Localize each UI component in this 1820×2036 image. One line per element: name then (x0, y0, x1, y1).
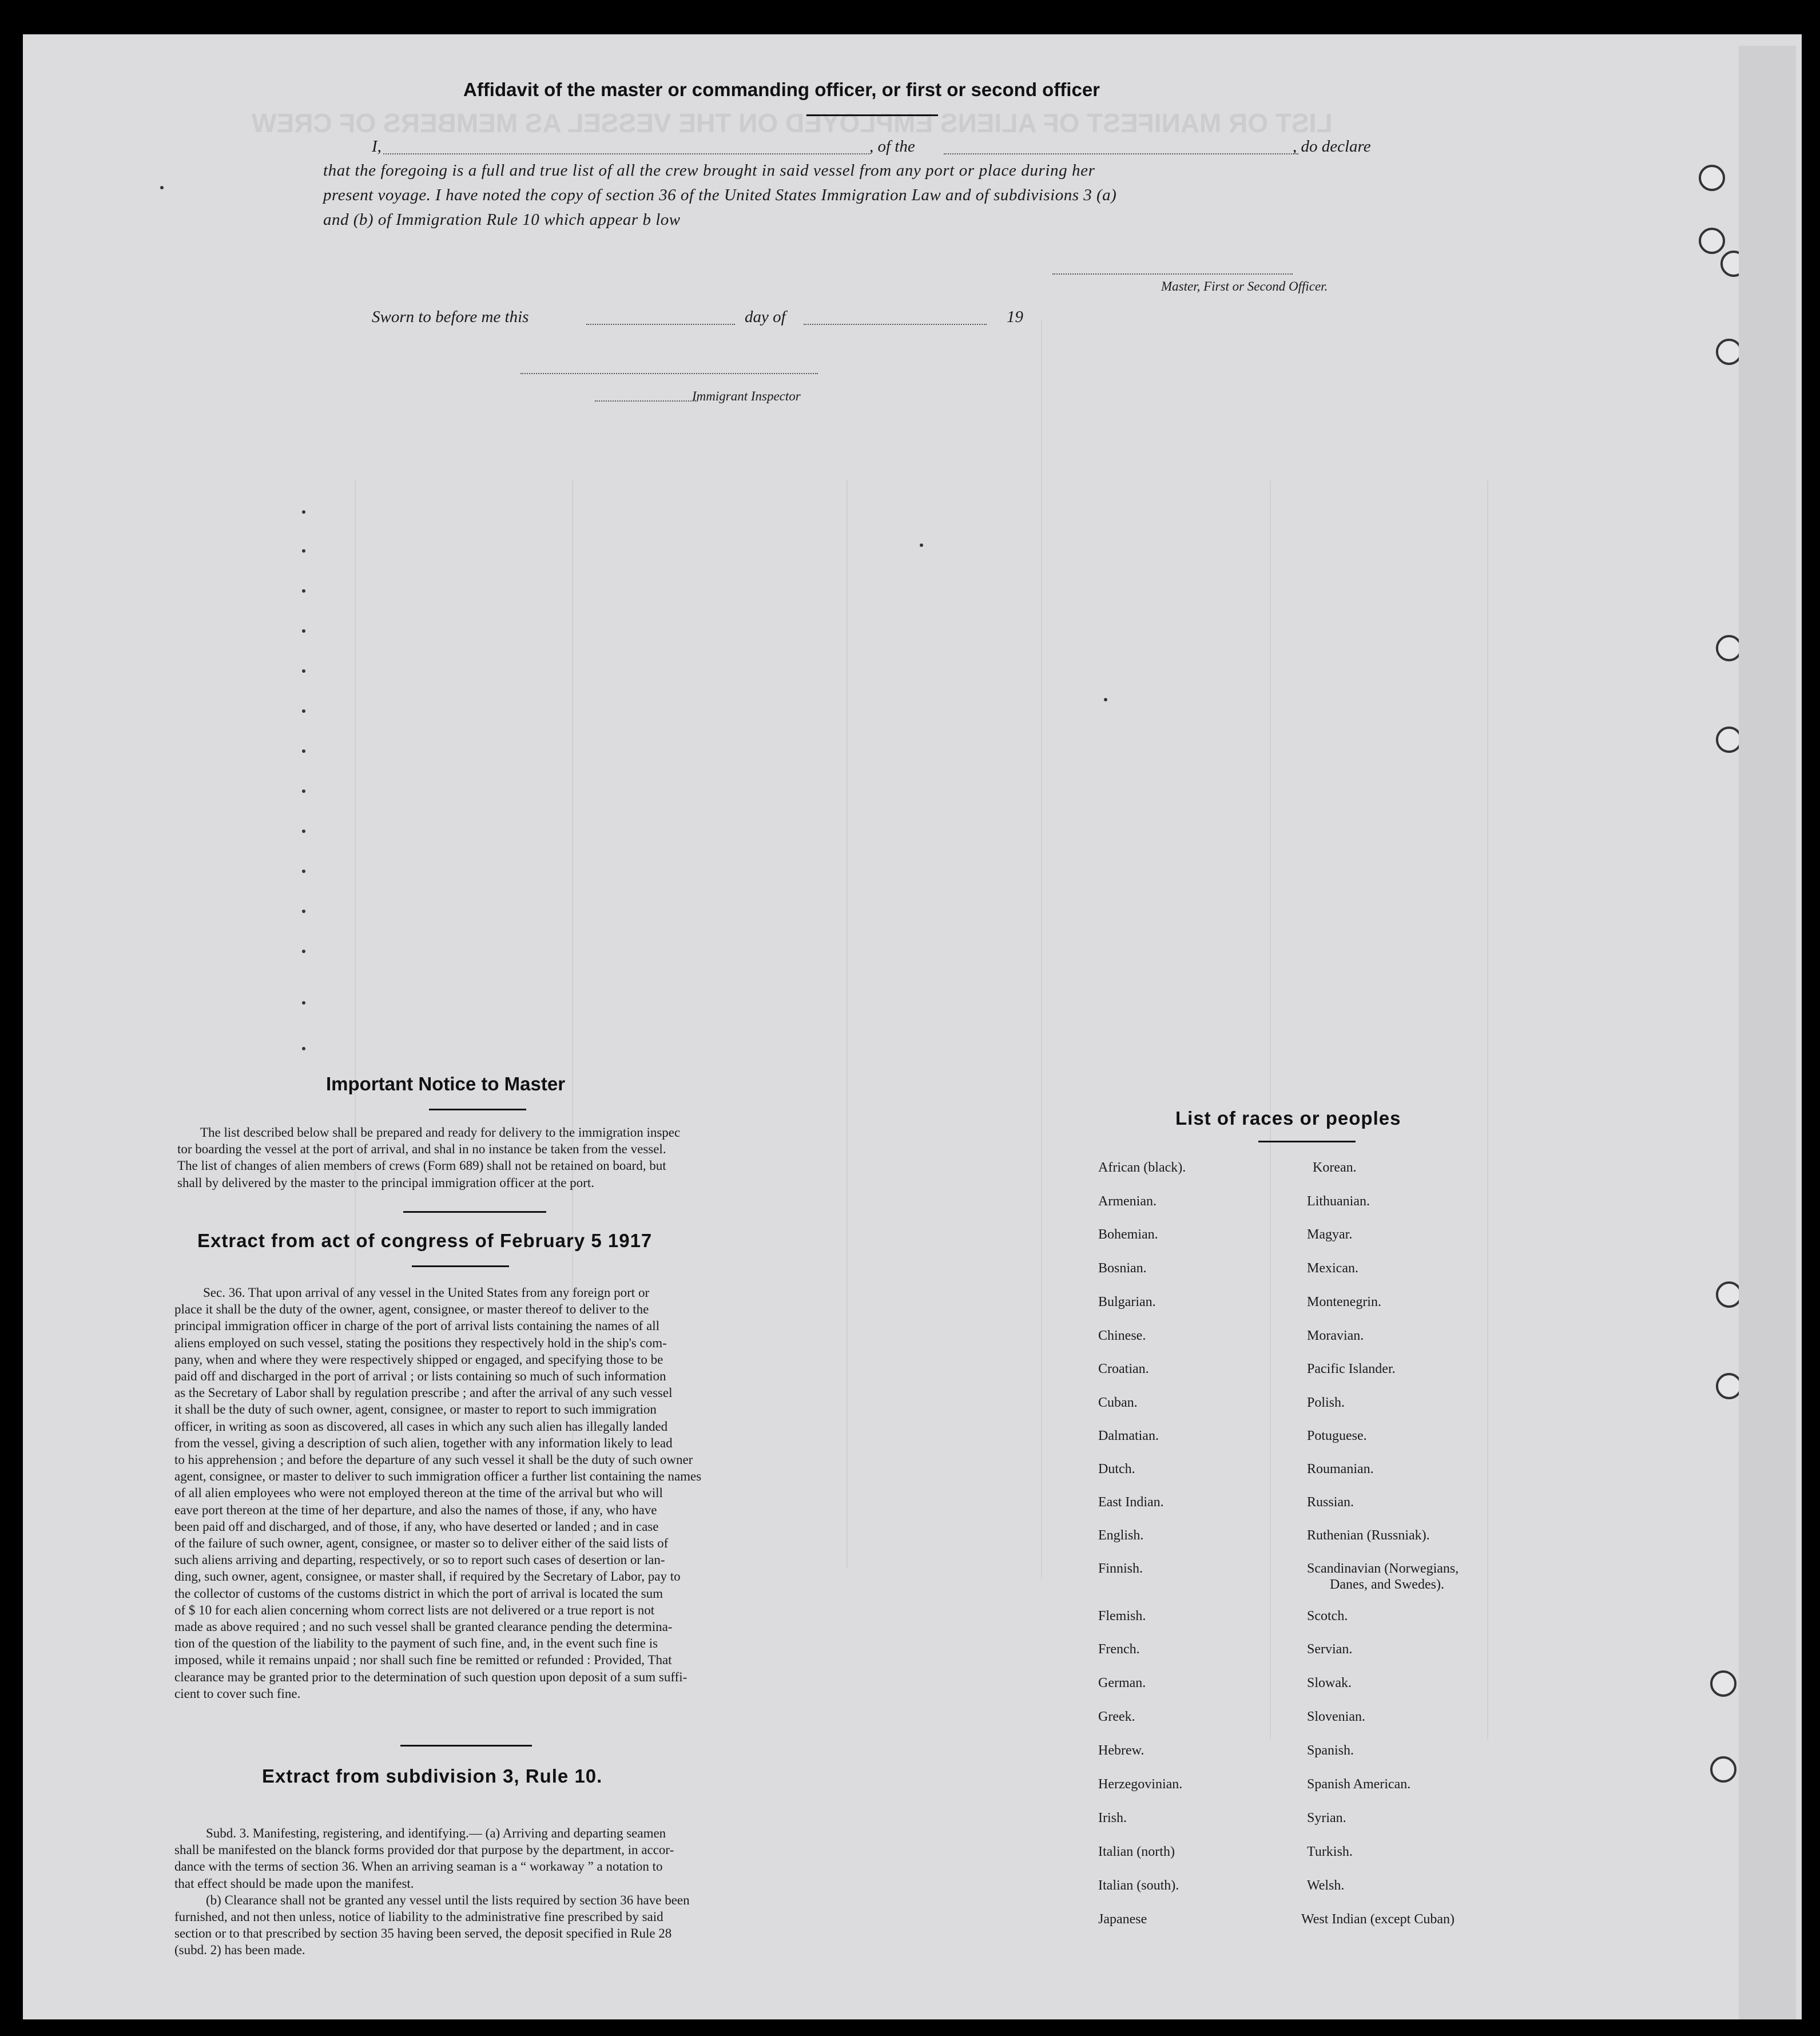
race-item: Bulgarian. (1098, 1295, 1156, 1309)
extract-act-line: of the failure of such owner, agent, consignee, or master so to deliver either of the said lists of (174, 1536, 669, 1551)
punch-hole-icon (1710, 1756, 1736, 1783)
race-item: Dutch. (1098, 1462, 1135, 1477)
extract-rule-line: (subd. 2) has been made. (174, 1943, 305, 1958)
extract-act-line: such aliens arriving and departing, respectively, or so to report such cases of desertion or lan- (174, 1553, 665, 1567)
notice-body (177, 1124, 818, 1191)
affidavit-line2: that the foregoing is a full and true list of all the crew brought in said vessel from any port or place during her (323, 161, 1095, 180)
race-item: Chinese. (1098, 1328, 1146, 1343)
race-item: Bohemian. (1098, 1227, 1158, 1242)
bleedthrough-column-line (1487, 481, 1488, 1739)
affidavit-vessel-blank (944, 153, 1298, 154)
sworn-year-label: 19 (1007, 308, 1023, 326)
extract-act-line: pany, when and where they were respectively shipped or engaged, and specifying those to be (174, 1352, 663, 1367)
margin-dot (160, 186, 164, 189)
race-item: Greek. (1098, 1709, 1135, 1724)
master-signature-label: Master, First or Second Officer. (1161, 279, 1328, 293)
race-item: Herzegovinian. (1098, 1777, 1183, 1792)
sworn-day-label: day of (745, 308, 786, 326)
race-item: Montenegrin. (1307, 1295, 1381, 1309)
margin-dot (302, 709, 305, 713)
race-item: Mexican. (1307, 1261, 1358, 1276)
race-item: Spanish. (1307, 1743, 1354, 1758)
race-item: Italian (south). (1098, 1878, 1179, 1893)
race-item: Turkish. (1307, 1844, 1353, 1859)
races-title: List of races or peoples (1175, 1108, 1401, 1129)
race-item: Japanese (1098, 1912, 1147, 1927)
race-item: Italian (north) (1098, 1844, 1175, 1859)
extract-act-line: imposed, while it remains unpaid ; nor shall such fine be remitted or refunded : Provided, That (174, 1653, 672, 1668)
race-item: Scandinavian (Norwegians, (1307, 1561, 1459, 1576)
extract-act-line: of all alien employees who were not employed thereon at the time of the arrival but who will (174, 1486, 663, 1501)
affidavit-line4: and (b) of Immigration Rule 10 which appear b low (323, 211, 681, 229)
extract-act-separator (400, 1745, 532, 1747)
extract-act-line: eave port thereon at the time of her departure, and also the names of those, if any, who have (174, 1502, 657, 1517)
affidavit-line1-of-the: , of the (869, 137, 915, 156)
extract-act-line: paid off and discharged in the port of arrival ; or lists containing so much of such information (174, 1369, 666, 1384)
extract-act-line: the collector of customs of the customs district in which the port of arrival is located the sum (174, 1586, 663, 1601)
race-item: Potuguese. (1307, 1428, 1367, 1443)
race-item: Moravian. (1307, 1328, 1364, 1343)
punch-hole-icon (1710, 1670, 1736, 1697)
extract-act-line: ding, such owner, agent, consignee, or master shall, if required by the Secretary of Labor, pay to (174, 1569, 681, 1584)
race-item: African (black). (1098, 1160, 1186, 1175)
margin-dot (302, 549, 305, 553)
notice-line: The list of changes of alien members of crews (Form 689) shall not be retained on board, but (177, 1158, 666, 1173)
extract-act-line: aliens employed on such vessel, stating the positions they respectively hold in the ship's com- (174, 1335, 667, 1350)
sworn-prefix: Sworn to before me this (372, 308, 529, 326)
extract-act-line: tion of the question of the liability to the payment of such fine, and, in the event such fine is (174, 1636, 658, 1651)
margin-dot (920, 543, 923, 547)
race-item: German. (1098, 1676, 1146, 1690)
notice-separator (403, 1211, 546, 1213)
inspector-signature-line (520, 373, 818, 374)
extract-act-line: cient to cover such fine. (174, 1686, 301, 1701)
race-item: Armenian. (1098, 1194, 1157, 1209)
race-item: Servian. (1307, 1642, 1353, 1657)
race-item: Irish. (1098, 1811, 1127, 1825)
race-item: East Indian. (1098, 1495, 1164, 1510)
notice-line: The list described below shall be prepared and ready for delivery to the immigration inspec (200, 1125, 681, 1140)
margin-dot (302, 789, 305, 793)
margin-dot (302, 669, 305, 673)
margin-dot (302, 629, 305, 633)
race-item: Cuban. (1098, 1395, 1138, 1410)
race-item: Welsh. (1307, 1878, 1345, 1893)
race-item: Slovenian. (1307, 1709, 1365, 1724)
race-item: Polish. (1307, 1395, 1345, 1410)
extract-act-line: place it shall be the duty of the owner, agent, consignee, or master thereof to deliver to the (174, 1302, 649, 1317)
extract-act-line: officer, in writing as soon as discovered, all cases in which any such alien has illegally landed (174, 1419, 668, 1434)
race-item: Danes, and Swedes). (1330, 1577, 1444, 1592)
race-item: Syrian. (1307, 1811, 1346, 1825)
notice-line: shall by delivered by the master to the principal immigration officer at the port. (177, 1175, 594, 1190)
extract-act-line: Sec. 36. That upon arrival of any vessel in the United States from any foreign port or (203, 1285, 650, 1300)
extract-act-line: clearance may be granted prior to the determination of such question upon deposit of a sum suffi- (174, 1669, 688, 1684)
margin-dot (1104, 698, 1107, 701)
notice-line: tor boarding the vessel at the port of arrival, and shal in no instance be taken from the vessel. (177, 1142, 666, 1157)
race-item: Bosnian. (1098, 1261, 1147, 1276)
race-item: Magyar. (1307, 1227, 1353, 1242)
extract-act-line: been paid off and discharged, and of those, if any, who have deserted or landed ; and in case (174, 1519, 659, 1534)
extract-act-line: it shall be the duty of such owner, agent, consignee, or master to report to such immigration (174, 1402, 657, 1417)
sworn-day-blank (586, 324, 735, 325)
notice-title: Important Notice to Master (326, 1073, 566, 1094)
margin-dot (302, 749, 305, 753)
affidavit-name-blank (383, 153, 869, 154)
extract-act-line: agent, consignee, or master to deliver to such immigration officer a further list containing the names (174, 1469, 702, 1484)
extract-act-line: made as above required ; and no such vessel shall be granted clearance pending the determina- (174, 1620, 673, 1634)
race-item: Spanish American. (1307, 1777, 1411, 1792)
race-item: Hebrew. (1098, 1743, 1145, 1758)
inspector-signature-line-2 (595, 400, 698, 402)
race-item: Roumanian. (1307, 1462, 1374, 1477)
extract-rule-title: Extract from subdivision 3, Rule 10. (262, 1765, 603, 1787)
race-item: Korean. (1313, 1160, 1357, 1175)
extract-rule-line: dance with the terms of section 36. When an arriving seaman is a “ workaway ” a notation to (174, 1859, 663, 1874)
margin-dot (302, 510, 305, 514)
race-item: French. (1098, 1642, 1140, 1657)
race-item: West Indian (except Cuban) (1301, 1912, 1455, 1927)
affidavit-line1-declare: , do declare (1293, 137, 1371, 156)
margin-dot (302, 950, 305, 953)
bleedthrough-header: LIST OR MANIFEST OF ALIENS EMPLOYED ON THE VESSEL AS MEMBERS OF CREW (252, 108, 1333, 138)
extract-act-line: as the Secretary of Labor shall by regulation prescribe ; and after the arrival of any such vessel (174, 1386, 673, 1400)
inspector-label: Immigrant Inspector (692, 389, 801, 403)
extract-act-line: of $ 10 for each alien concerning whom correct lists are not delivered or a true report is not (174, 1602, 655, 1617)
race-item: Russian. (1307, 1495, 1354, 1510)
race-item: English. (1098, 1528, 1144, 1543)
punch-hole-icon (1699, 165, 1725, 191)
affidavit-line1-i: I, (372, 137, 382, 156)
extract-act-line: principal immigration officer in charge of the port of arrival lists containing the names of all (174, 1319, 659, 1333)
extract-rule-line: section or to that prescribed by section 35 having been served, the deposit specified in Rule 28 (174, 1926, 672, 1941)
margin-dot (302, 1047, 305, 1050)
race-item: Scotch. (1307, 1609, 1348, 1624)
margin-dot (302, 589, 305, 593)
race-item: Slowak. (1307, 1676, 1352, 1690)
race-item: Lithuanian. (1307, 1194, 1370, 1209)
extract-rule-body (174, 1825, 821, 1959)
affidavit-line3: present voyage. I have noted the copy of section 36 of the United States Immigration Law and of subdivisions 3 (a) (323, 186, 1117, 204)
margin-dot (302, 910, 305, 913)
extract-rule-line: Subd. 3. Manifesting, registering, and identifying.— (a) Arriving and departing seamen (206, 1826, 666, 1840)
margin-dot (302, 830, 305, 833)
document-page (23, 34, 1802, 2019)
race-item: Flemish. (1098, 1609, 1146, 1624)
extract-act-body (174, 1284, 821, 1702)
race-item: Pacific Islander. (1307, 1362, 1396, 1376)
race-item: Finnish. (1098, 1561, 1143, 1576)
bleedthrough-column-line (1041, 320, 1042, 1579)
margin-dot (302, 1001, 305, 1005)
races-title-underline (1258, 1141, 1356, 1142)
affidavit-title: Affidavit of the master or commanding officer, or first or second officer (463, 79, 1100, 100)
extract-act-line: from the vessel, giving a description of such alien, together with any information likely to lead (174, 1435, 673, 1450)
sworn-month-blank (804, 324, 987, 325)
extract-act-title: Extract from act of congress of February 5 1917 (197, 1230, 653, 1251)
margin-dot (302, 870, 305, 873)
race-item: Ruthenian (Russniak). (1307, 1528, 1430, 1543)
punch-hole-icon (1699, 228, 1725, 254)
extract-rule-line: furnished, and not then unless, notice of liability to the administrative fine prescribed by said (174, 1910, 663, 1924)
master-signature-line (1052, 273, 1293, 275)
extract-act-line: to his apprehension ; and before the departure of any such vessel it shall be the duty of such owner (174, 1452, 693, 1467)
race-item: Dalmatian. (1098, 1428, 1159, 1443)
extract-rule-line: shall be manifested on the blanck forms provided dor that purpose by the department, in accor- (174, 1843, 674, 1858)
affidavit-title-underline (806, 114, 938, 116)
extract-rule-line: (b) Clearance shall not be granted any vessel until the lists required by section 36 have been (206, 1892, 690, 1907)
extract-act-title-underline (412, 1265, 509, 1267)
underlying-page-edge (1739, 46, 1796, 2019)
bleedthrough-column-line (847, 481, 848, 1567)
notice-title-underline (429, 1109, 526, 1110)
race-item: Croatian. (1098, 1362, 1149, 1376)
extract-rule-line: that effect should be made upon the manifest. (174, 1876, 414, 1891)
